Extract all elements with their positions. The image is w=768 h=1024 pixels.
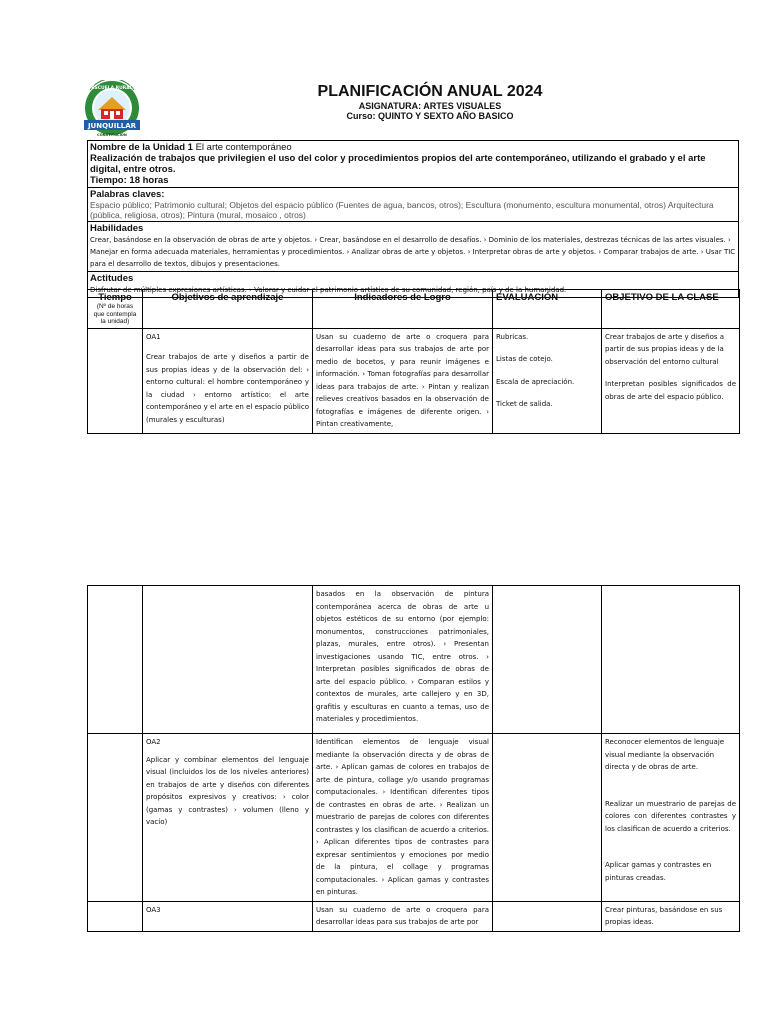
time-cell <box>88 734 143 902</box>
unit-info-box <box>87 140 739 298</box>
class-objective-item: Aplicar gamas y contrastes en pinturas creadas. <box>605 861 712 882</box>
logo-text-top: ESCUELA RURAL <box>91 86 133 91</box>
school-logo <box>80 80 144 142</box>
oa-code: OA3 <box>146 905 161 914</box>
evaluation-cell <box>493 586 602 734</box>
keywords-label: Palabras claves: <box>90 189 165 200</box>
class-objective-item: Reconocer elementos de lenguaje visual mediante la observación directa y de obras de arte. <box>605 738 725 771</box>
evaluation-cell <box>493 901 602 931</box>
class-objective-item: Crear trabajos de arte y diseños a partir de sus propias ideas y de la observación del entorno cultural <box>605 332 725 366</box>
oa-code: OA2 <box>146 738 161 746</box>
oa-code: OA1 <box>146 332 161 341</box>
evaluation-cell <box>493 328 602 433</box>
table-row <box>88 734 740 902</box>
objective-cell <box>143 328 313 433</box>
evaluation-cell <box>493 734 602 902</box>
attitudes-label: Actitudes <box>90 273 134 284</box>
planning-table-continued <box>87 585 740 932</box>
unit-description: Realización de trabajos que privilegien el uso del color y procedimientos propios del arte contemporáneo, utilizando el grabado y el arte digital, entre otros. <box>90 153 706 175</box>
header-time-sub: (Nº de horas que contempla la unidad) <box>93 303 137 325</box>
table-header-row <box>88 290 740 329</box>
unit-section <box>88 141 738 188</box>
indicators-cell: Identifican elementos de lenguaje visual mediante la observación directa y de obras de arte. › Aplican gamas de colores en trabajos de arte de pintura, collage y/o usando programas computacionales. › Identifican diferentes tipos de contrastes en obras de arte. › Realizan un muestrario de parejas de colores con diferentes contrastes y los clasifican de acuerdo a criterios. › Aplican diferentes tipos de contrastes para expresar sentimientos y emociones por medio de la pintura, el collage y programas computacionales. › Aplican gamas y contrastes en pinturas. <box>313 734 493 902</box>
time-cell <box>88 586 143 734</box>
class-objective-cell <box>602 586 740 734</box>
evaluation-item: Listas de cotejo. <box>496 355 553 363</box>
planning-table <box>87 289 740 434</box>
objective-cell <box>143 901 313 931</box>
unit-time: Tiempo: 18 horas <box>90 175 169 186</box>
header-indicators: Indicadores de Logro <box>313 290 493 329</box>
document-title: PLANIFICACIÓN ANUAL 2024 <box>317 83 543 100</box>
indicators-cell: basados en la observación de pintura contemporánea acerca de obras de arte u objetos estéticos de su entorno (por ejemplo: monumentos, construcciones patrimoniales, plazas, murales, entre otros). › Presentan investigaciones usando TIC, entre otros. › Interpretan posibles significados de obras de arte del espacio público. › Comparan estilos y contextos de murales, arte callejero y en 3D, grafitis y esculturas en cuanto a temas, uso de materiales y procedimientos. <box>313 586 493 734</box>
objective-cell <box>143 734 313 902</box>
header-objectives: Objetivos de aprendizaje <box>143 290 313 329</box>
evaluation-item: Ticket de salida. <box>496 400 553 408</box>
class-objective-cell <box>602 901 740 931</box>
table-row <box>88 901 740 931</box>
class-objective-cell <box>602 734 740 902</box>
evaluation-item: Escala de apreciación. <box>496 377 575 386</box>
table-row <box>88 328 740 433</box>
logo-text-band: JUNQUILLAR <box>87 122 137 130</box>
class-objective-item: Crear pinturas, basándose en sus propias ideas. <box>605 905 723 926</box>
class-objective-item: Interpretan posibles significados de obras de arte del espacio público. <box>605 380 736 401</box>
logo-text-bottom: CONSTITUCION <box>97 133 127 137</box>
header-time: Tiempo (Nº de horas que contempla la unidad) <box>88 290 143 329</box>
header-class-objective: OBJETIVO DE LA CLASE <box>602 290 740 329</box>
indicators-cell: Usan su cuaderno de arte o croquera para desarrollar ideas para sus trabajos de arte por medio de bocetos, y para reunir imágenes e información. › Toman fotografías para desarrollar ideas para trabajos de arte. › Pintan y realizan relieves creativos basados en la observación de fotografías e imágenes de diferente origen. › Pintan creativamente, <box>313 328 493 433</box>
class-objective-item: Realizar un muestrario de parejas de colores con diferentes contrastes y los clasifican de acuerdo a criterios. <box>605 799 736 833</box>
time-cell <box>88 901 143 931</box>
course-line: Curso: QUINTO Y SEXTO AÑO BASICO <box>346 111 514 121</box>
evaluation-item: Rubricas. <box>496 332 529 341</box>
attitudes-text: Disfrutar de múltiples expresiones artísticas. › Valorar y cuidar el patrimonio artístico de su comunidad, región, país y de la humanidad. <box>90 286 567 294</box>
indicators-cell: Usan su cuaderno de arte o croquera para desarrollar ideas para sus trabajos de arte por <box>313 901 493 931</box>
objective-cell <box>143 586 313 734</box>
table-row <box>88 586 740 734</box>
keywords-section <box>88 188 738 222</box>
oa-text: Aplicar y combinar elementos del lenguaje visual (incluidos los de los niveles anteriores) en trabajos de arte y diseños con diferentes propósitos expresivos y creativos: › color (gamas y contrastes) › volumen (lleno y vacío) <box>146 755 309 826</box>
skills-label: Habilidades <box>90 223 144 234</box>
unit-name-label: Nombre de la Unidad 1 <box>90 142 193 153</box>
skills-text: Crear, basándose en la observación de obras de arte y objetos. › Crear, basándose en el desarrollo de desafíos. › Dominio de los materiales, destrezas técnicas de las artes visuales. › Manejar en forma adecuada materiales, herramientas y procedimientos. › Analizar obras de arte y objetos. › Interpretar obras de arte y objetos. › Comparar trabajos de arte. › Usar TIC para el desarrollo de textos, dibujos y presentaciones. <box>90 236 736 268</box>
oa-text: Crear trabajos de arte y diseños a partir de sus propias ideas y de la observación del: › entorno cultural: el hombre contemporáneo y la ciudad › entorno artístico: el arte contemporáneo y el arte en el espacio público (murales y esculturas) <box>146 353 309 424</box>
time-cell <box>88 328 143 433</box>
skills-section <box>88 222 738 272</box>
class-objective-cell <box>602 328 740 433</box>
subject-line: ASIGNATURA: ARTES VISUALES <box>358 101 502 111</box>
document-header <box>240 82 620 121</box>
header-evaluation: EVALUACIÓN <box>493 290 602 329</box>
keywords-text: Espacio público; Patrimonio cultural; Objetos del espacio público (Fuentes de agua, bancos, otros); Escultura (monumento, escultura monumental, otros) Arquitectura (pública, religiosa, otros); Pintura (mural, mosaico , otros) <box>90 200 714 220</box>
unit-name-value: El arte contemporáneo <box>192 142 292 153</box>
